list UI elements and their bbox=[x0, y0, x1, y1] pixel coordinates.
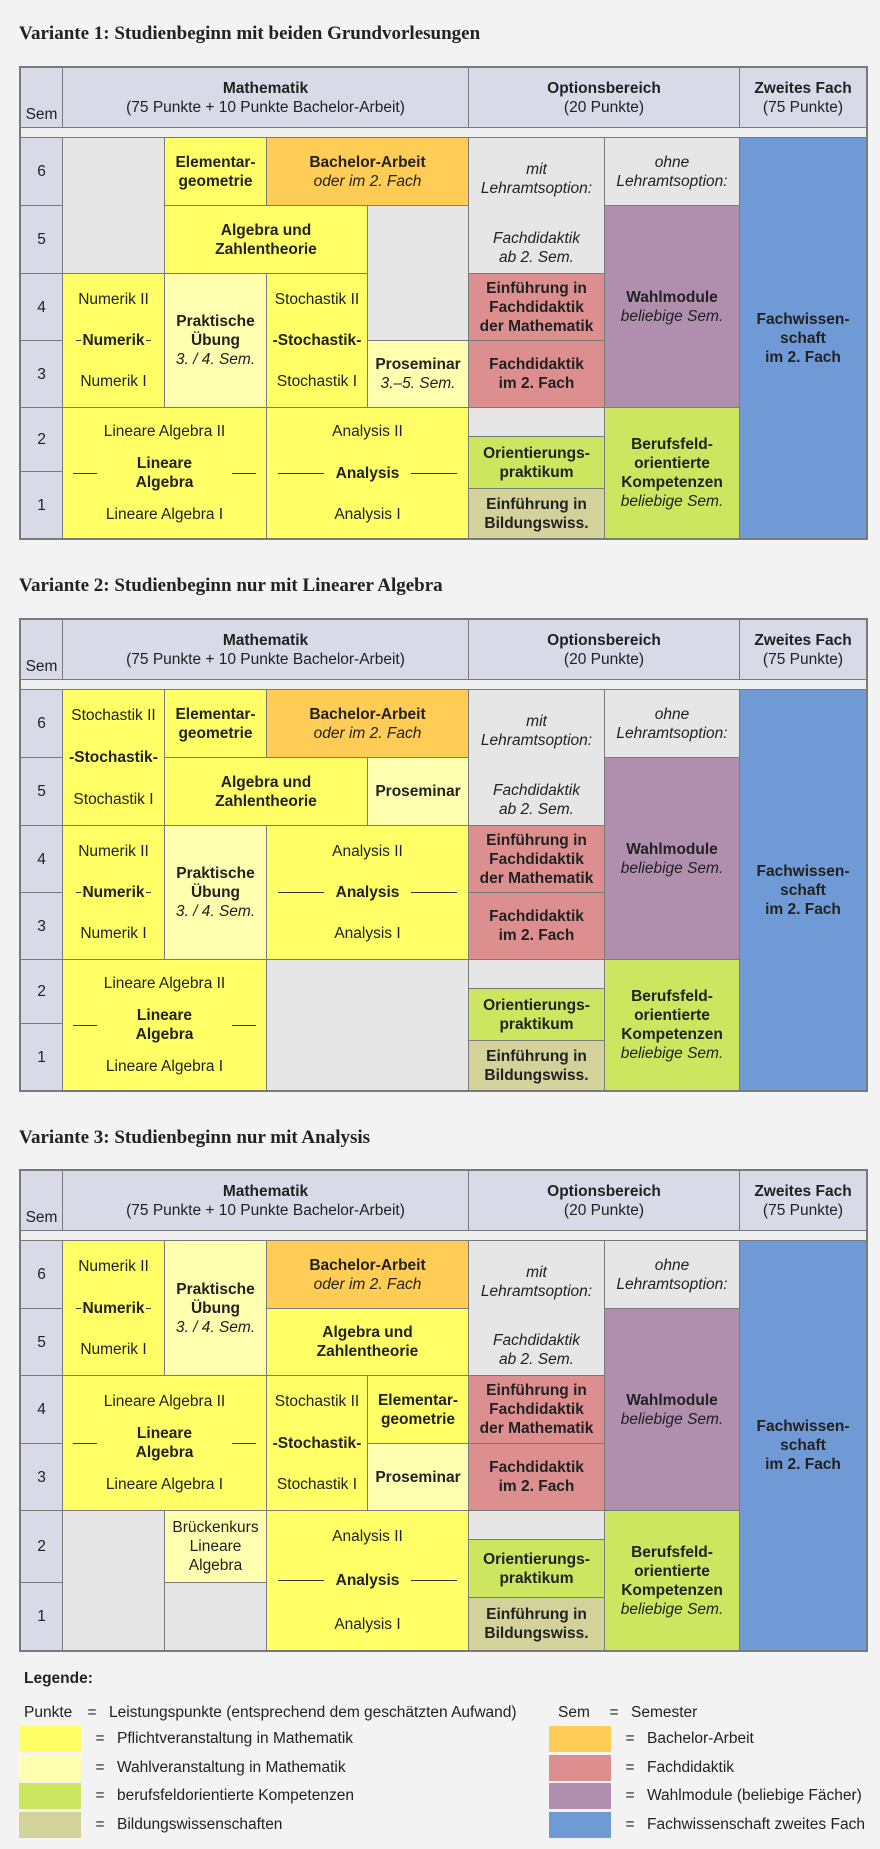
sem-2: 2 bbox=[20, 1510, 63, 1583]
stochastik-block: Stochastik II -Stochastik- Stochastik I bbox=[266, 1375, 368, 1511]
legend-item: = Wahlmodule (beliebige Fächer) bbox=[549, 1783, 862, 1809]
legend-item: = Bachelor-Arbeit bbox=[549, 1726, 754, 1752]
lehramt-option: mit Lehramtsoption: Fachdidaktik ab 2. Sem. bbox=[468, 137, 605, 274]
fachwissenschaft-2-fach: Fachwissen- schaft im 2. Fach bbox=[739, 137, 867, 539]
legend-text: berufsfeldorientierte Kompetenzen bbox=[117, 1787, 354, 1804]
bachelor-arbeit: Bachelor-Arbeit oder im 2. Fach bbox=[266, 137, 469, 206]
wahlmodule: Wahlmodule beliebige Sem. bbox=[604, 205, 740, 408]
empty-cell bbox=[266, 959, 469, 1091]
sem-5: 5 bbox=[20, 1308, 63, 1376]
legend-text: Wahlmodule (beliebige Fächer) bbox=[647, 1787, 862, 1804]
empty-cell bbox=[468, 407, 605, 437]
empty-cell bbox=[62, 1510, 165, 1651]
fachdidaktik-2-fach: Fachdidaktik im 2. Fach bbox=[468, 340, 605, 408]
fachdidaktik-2-fach: Fachdidaktik im 2. Fach bbox=[468, 1443, 605, 1511]
legend-item: Sem = Semester bbox=[558, 1704, 698, 1721]
legend-text: Fachdidaktik bbox=[647, 1759, 735, 1776]
variant-1-title: Variante 1: Studienbeginn mit beiden Grundvorlesungen bbox=[19, 23, 481, 44]
sem-6: 6 bbox=[20, 137, 63, 206]
variant-2-title: Variante 2: Studienbeginn nur mit Linearer Algebra bbox=[19, 575, 443, 596]
lineare-algebra-block: Lineare Algebra II Lineare Algebra Lineare Algebra I bbox=[62, 959, 267, 1091]
math-header: Mathematik (75 Punkte + 10 Punkte Bachelor-Arbeit) bbox=[62, 1170, 469, 1231]
sem-header: Sem bbox=[20, 67, 63, 128]
proseminar: Proseminar bbox=[367, 1443, 469, 1511]
ohne-lehramt: ohne Lehramtsoption: bbox=[604, 689, 740, 758]
numerik-block: Numerik II Numerik Numerik I bbox=[62, 825, 165, 960]
orientierungspraktikum: Orientierungs- praktikum bbox=[468, 1539, 605, 1598]
math-header: Mathematik (75 Punkte + 10 Punkte Bachelor-Arbeit) bbox=[62, 67, 469, 128]
variant-3-table bbox=[19, 1169, 868, 1652]
legend-item: = Pflichtveranstaltung in Mathematik bbox=[19, 1726, 353, 1752]
options-header: Optionsbereich (20 Punkte) bbox=[468, 67, 740, 128]
variant-1-table bbox=[19, 66, 868, 540]
lineare-algebra-block: Lineare Algebra II Lineare Algebra Lineare Algebra I bbox=[62, 407, 267, 539]
legend-item: Punkte = Leistungspunkte (entsprechend dem geschätzten Aufwand) bbox=[24, 1704, 517, 1721]
sem-4: 4 bbox=[20, 273, 63, 341]
variant-2-table bbox=[19, 618, 868, 1092]
second-subject-header: Zweites Fach (75 Punkte) bbox=[739, 67, 867, 128]
analysis-block: Analysis II Analysis Analysis I bbox=[266, 825, 469, 960]
elementargeometrie: Elementar- geometrie bbox=[164, 137, 267, 206]
empty-cell bbox=[367, 205, 469, 341]
bachelor-arbeit: Bachelor-Arbeit oder im 2. Fach bbox=[266, 1240, 469, 1309]
einfuehrung-bildungswiss: Einführung in Bildungswiss. bbox=[468, 1597, 605, 1651]
legend-key: Sem bbox=[558, 1704, 590, 1721]
sem-5: 5 bbox=[20, 757, 63, 826]
algebra-zahlentheorie: Algebra und Zahlentheorie bbox=[266, 1308, 469, 1376]
elementargeometrie: Elementar- geometrie bbox=[367, 1375, 469, 1444]
sem-header: Sem bbox=[20, 1170, 63, 1231]
sem-1: 1 bbox=[20, 1582, 63, 1651]
lineare-algebra-block: Lineare Algebra II Lineare Algebra Lineare Algebra I bbox=[62, 1375, 267, 1511]
variant-3-title: Variante 3: Studienbeginn nur mit Analysis bbox=[19, 1127, 371, 1148]
sem-3: 3 bbox=[20, 340, 63, 408]
empty-cell bbox=[164, 1582, 267, 1651]
legend-text: Fachwissenschaft zweites Fach bbox=[647, 1816, 865, 1833]
second-subject-header: Zweites Fach (75 Punkte) bbox=[739, 1170, 867, 1231]
options-header: Optionsbereich (20 Punkte) bbox=[468, 1170, 740, 1231]
einfuehrung-fachdidaktik: Einführung in Fachdidaktik der Mathematik bbox=[468, 273, 605, 341]
numerik-block: Numerik II Numerik Numerik I bbox=[62, 1240, 165, 1376]
math-header: Mathematik (75 Punkte + 10 Punkte Bachelor-Arbeit) bbox=[62, 619, 469, 680]
sem-4: 4 bbox=[20, 1375, 63, 1444]
legend-item: = Fachdidaktik bbox=[549, 1755, 734, 1781]
legend-swatch bbox=[549, 1726, 611, 1752]
einfuehrung-fachdidaktik: Einführung in Fachdidaktik der Mathematik bbox=[468, 825, 605, 893]
sem-5: 5 bbox=[20, 205, 63, 274]
berufsfeld-kompetenzen: Berufsfeld- orientierte Kompetenzen beliebige Sem. bbox=[604, 1510, 740, 1651]
fachwissenschaft-2-fach: Fachwissen- schaft im 2. Fach bbox=[739, 1240, 867, 1651]
ohne-lehramt: ohne Lehramtsoption: bbox=[604, 1240, 740, 1309]
orientierungspraktikum: Orientierungs- praktikum bbox=[468, 436, 605, 489]
empty-cell bbox=[62, 137, 165, 274]
einfuehrung-bildungswiss: Einführung in Bildungswiss. bbox=[468, 488, 605, 539]
berufsfeld-kompetenzen: Berufsfeld- orientierte Kompetenzen beliebige Sem. bbox=[604, 959, 740, 1091]
praktische-uebung: Praktische Übung 3. / 4. Sem. bbox=[164, 1240, 267, 1376]
sem-2: 2 bbox=[20, 407, 63, 472]
legend-swatch bbox=[19, 1783, 81, 1809]
legend-item: = Fachwissenschaft zweites Fach bbox=[549, 1812, 865, 1838]
legend-swatch bbox=[549, 1783, 611, 1809]
legend-swatch bbox=[549, 1755, 611, 1781]
wahlmodule: Wahlmodule beliebige Sem. bbox=[604, 757, 740, 960]
lehramt-option: mit Lehramtsoption: Fachdidaktik ab 2. Sem. bbox=[468, 689, 605, 826]
sem-4: 4 bbox=[20, 825, 63, 893]
brueckenkurs-lineare-algebra: Brückenkurs Lineare Algebra bbox=[164, 1510, 267, 1583]
legend-item: = berufsfeldorientierte Kompetenzen bbox=[19, 1783, 354, 1809]
second-subject-header: Zweites Fach (75 Punkte) bbox=[739, 619, 867, 680]
legend-text: Wahlveranstaltung in Mathematik bbox=[117, 1759, 346, 1776]
empty-cell bbox=[468, 1510, 605, 1540]
proseminar: Proseminar 3.–5. Sem. bbox=[367, 340, 469, 408]
orientierungspraktikum: Orientierungs- praktikum bbox=[468, 988, 605, 1041]
empty-cell bbox=[468, 959, 605, 989]
analysis-block: Analysis II Analysis Analysis I bbox=[266, 407, 469, 539]
legend-item: = Wahlveranstaltung in Mathematik bbox=[19, 1755, 346, 1781]
berufsfeld-kompetenzen: Berufsfeld- orientierte Kompetenzen beliebige Sem. bbox=[604, 407, 740, 539]
stochastik-block: Stochastik II -Stochastik- Stochastik I bbox=[266, 273, 368, 408]
legend-swatch bbox=[19, 1755, 81, 1781]
stochastik-block: Stochastik II -Stochastik- Stochastik I bbox=[62, 689, 165, 826]
legend-swatch bbox=[19, 1726, 81, 1752]
sem-1: 1 bbox=[20, 471, 63, 539]
bachelor-arbeit: Bachelor-Arbeit oder im 2. Fach bbox=[266, 689, 469, 758]
legend-text: Pflichtveranstaltung in Mathematik bbox=[117, 1730, 354, 1747]
sem-1: 1 bbox=[20, 1023, 63, 1091]
algebra-zahlentheorie: Algebra und Zahlentheorie bbox=[164, 205, 368, 274]
numerik-block: Numerik II Numerik Numerik I bbox=[62, 273, 165, 408]
sem-header: Sem bbox=[20, 619, 63, 680]
sem-3: 3 bbox=[20, 1443, 63, 1511]
einfuehrung-fachdidaktik: Einführung in Fachdidaktik der Mathematik bbox=[468, 1375, 605, 1444]
lehramt-option: mit Lehramtsoption: Fachdidaktik ab 2. Sem. bbox=[468, 1240, 605, 1376]
praktische-uebung: Praktische Übung 3. / 4. Sem. bbox=[164, 825, 267, 960]
legend-text: Bildungswissenschaften bbox=[117, 1816, 283, 1833]
sem-2: 2 bbox=[20, 959, 63, 1024]
legend-item: = Bildungswissenschaften bbox=[19, 1812, 282, 1838]
sem-3: 3 bbox=[20, 892, 63, 960]
proseminar: Proseminar bbox=[367, 757, 469, 826]
sem-6: 6 bbox=[20, 689, 63, 758]
wahlmodule: Wahlmodule beliebige Sem. bbox=[604, 1308, 740, 1511]
algebra-zahlentheorie: Algebra und Zahlentheorie bbox=[164, 757, 368, 826]
fachdidaktik-2-fach: Fachdidaktik im 2. Fach bbox=[468, 892, 605, 960]
fachwissenschaft-2-fach: Fachwissen- schaft im 2. Fach bbox=[739, 689, 867, 1091]
sem-6: 6 bbox=[20, 1240, 63, 1309]
legend-swatch bbox=[19, 1812, 81, 1838]
options-header: Optionsbereich (20 Punkte) bbox=[468, 619, 740, 680]
einfuehrung-bildungswiss: Einführung in Bildungswiss. bbox=[468, 1040, 605, 1091]
elementargeometrie: Elementar- geometrie bbox=[164, 689, 267, 758]
legend-key: Punkte bbox=[24, 1704, 73, 1721]
analysis-block: Analysis II Analysis Analysis I bbox=[266, 1510, 469, 1651]
legend-text: Bachelor-Arbeit bbox=[647, 1730, 754, 1747]
ohne-lehramt: ohne Lehramtsoption: bbox=[604, 137, 740, 206]
legend-text: Leistungspunkte (entsprechend dem geschätzten Aufwand) bbox=[109, 1704, 517, 1721]
praktische-uebung: Praktische Übung 3. / 4. Sem. bbox=[164, 273, 267, 408]
legend-text: Semester bbox=[631, 1704, 698, 1721]
legend-title: Legende: bbox=[24, 1670, 93, 1687]
legend-swatch bbox=[549, 1812, 611, 1838]
